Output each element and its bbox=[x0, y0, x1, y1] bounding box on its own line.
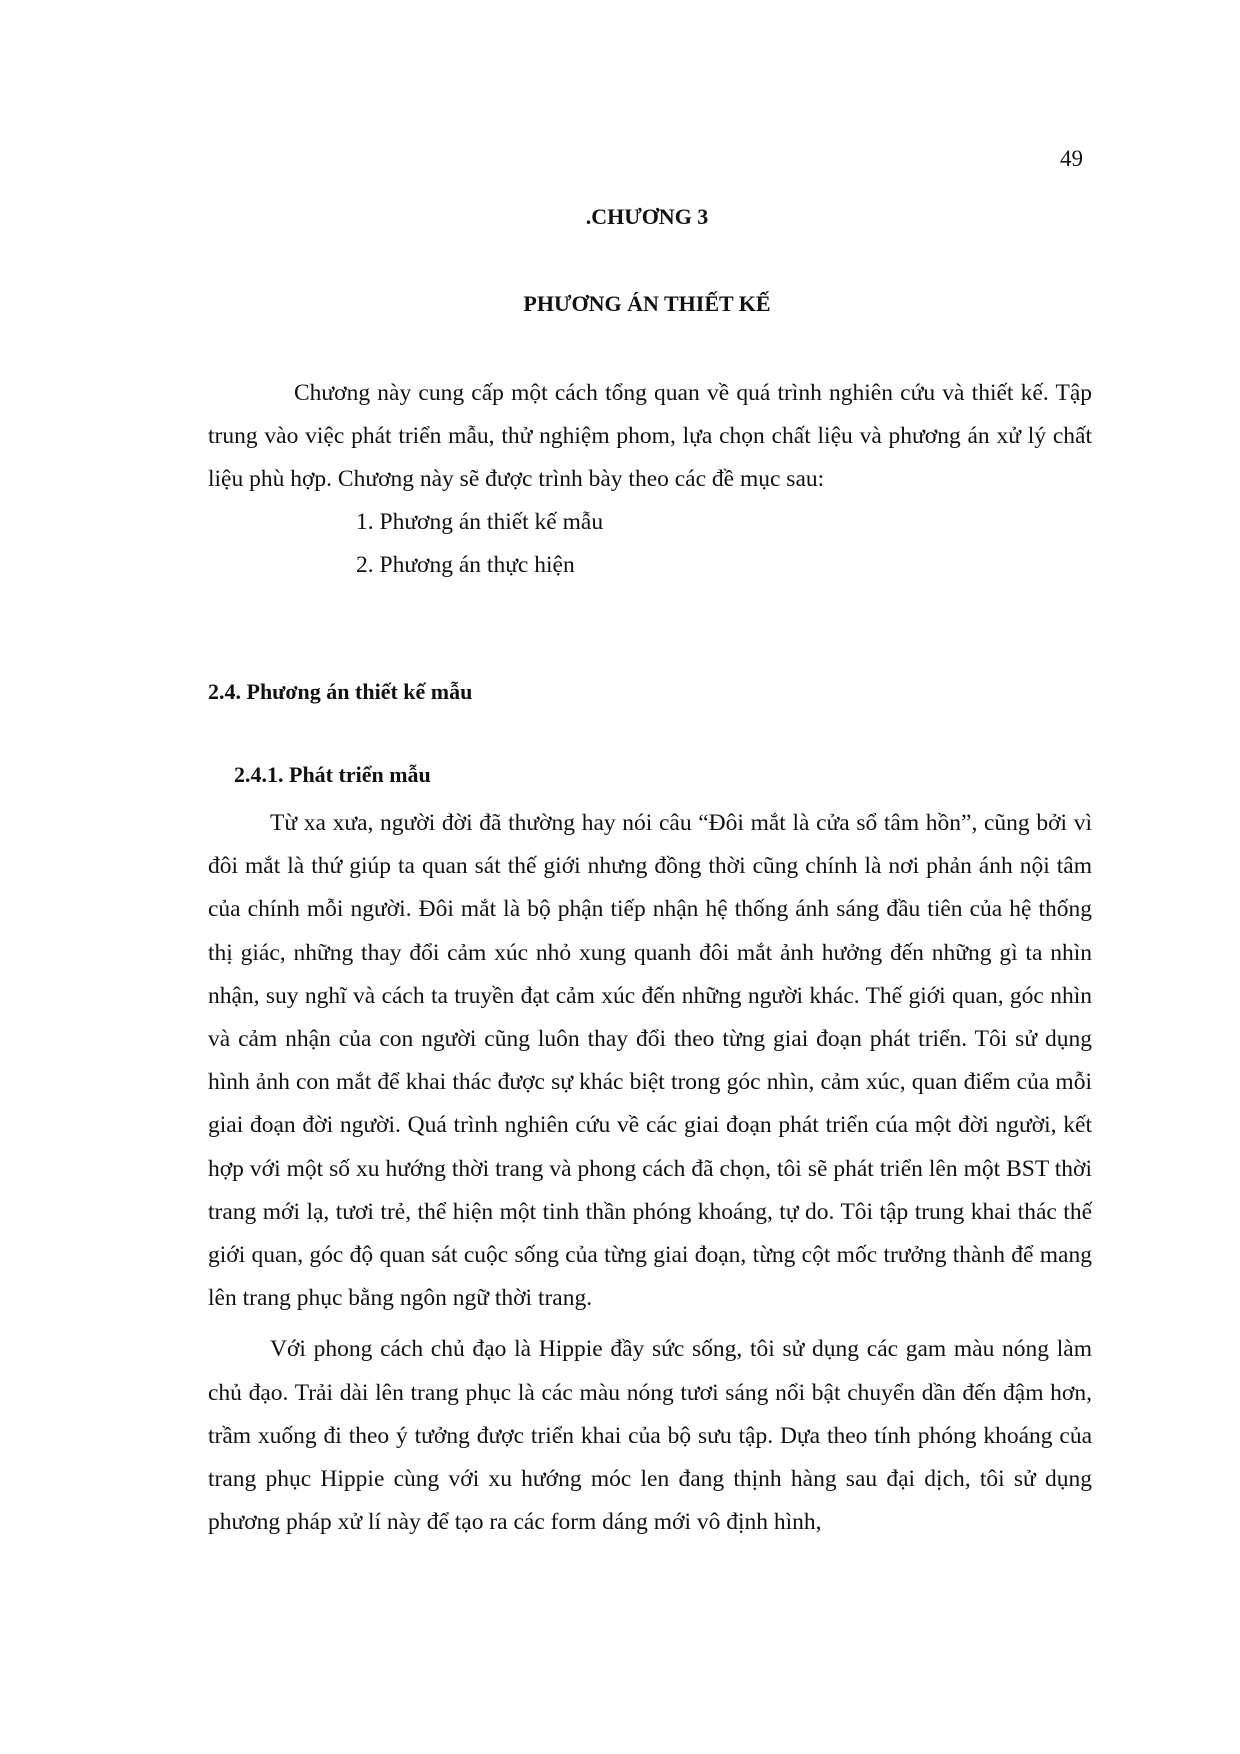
body-paragraph: Với phong cách chủ đạo là Hippie đầy sức sống, tôi sử dụng các gam màu nóng làm chủ đạo. Trải dài lên trang phục là các màu nóng tươi sáng nổi bật chuyển dần đến đậm hơn, trầm xuống đi theo ý tưởng được triển khai của bộ sưu tập. Dựa theo tính phóng khoáng của trang phục Hippie cùng với xu hướng móc len đang thịnh hàng sau đại dịch, tôi sử dụng phương pháp xử lí này để tạo ra các form dáng mới vô định hình, bbox=[208, 1336, 1092, 1536]
chapter-label: .CHƯƠNG 3 bbox=[585, 204, 709, 229]
section-heading: 2.4. Phương án thiết kế mẫu bbox=[208, 679, 473, 704]
body-paragraph: Từ xa xưa, người đời đã thường hay nói câu “Đôi mắt là cửa sổ tâm hồn”, cũng bởi vì đôi mắt là thứ giúp ta quan sát thế giới nhưng đồng thời cũng chính là nơi phản ánh nội tâm của chính mỗi người. Đôi mắt là bộ phận tiếp nhận hệ thống ánh sáng đầu tiên của hệ thống thị giác, những thay đổi cảm xúc nhỏ xung quanh đôi mắt ảnh hưởng đến những gì ta nhìn nhận, suy nghĩ và cách ta truyền đạt cảm xúc đến những người khác. Thế giới quan, góc nhìn và cảm nhận của con người cũng luôn thay đổi theo từng giai đoạn phát triển. Tôi sử dụng hình ảnh con mắt để khai thác được sự khác biệt trong góc nhìn, cảm xúc, quan điểm của mỗi giai đoạn đời người. Quá trình nghiên cứu về các giai đoạn phát triển cúa một đời người, kết hợp với một số xu hướng thời trang và phong cách đã chọn, tôi sẽ phát triển lên một BST thời trang mới lạ, tươi trẻ, thể hiện một tinh thần phóng khoáng, tự do. Tôi tập trung khai thác thế giới quan, góc độ quan sát cuộc sống của từng giai đoạn, từng cột mốc trưởng thành để mang lên trang phục bằng ngôn ngữ thời trang. bbox=[208, 810, 1092, 1312]
intro-list bbox=[208, 501, 1092, 587]
intro-list-item: 1. Phương án thiết kế mẫu bbox=[356, 509, 604, 535]
chapter-intro bbox=[208, 372, 1092, 587]
chapter-title: PHƯƠNG ÁN THIẾT KẾ bbox=[523, 291, 771, 316]
body-text bbox=[208, 802, 1092, 1544]
intro-paragraph: Chương này cung cấp một cách tổng quan về quá trình nghiên cứu và thiết kế. Tập trung vào việc phát triển mẫu, thử nghiệm phom, lựa chọn chất liệu và phương án xử lý chất liệu phù hợp. Chương này sẽ được trình bày theo các đề mục sau: bbox=[208, 380, 1092, 492]
intro-list-item: 2. Phương án thực hiện bbox=[356, 552, 575, 578]
page-number: 49 bbox=[1060, 146, 1083, 171]
subsection-heading: 2.4.1. Phát triển mẫu bbox=[234, 762, 431, 787]
